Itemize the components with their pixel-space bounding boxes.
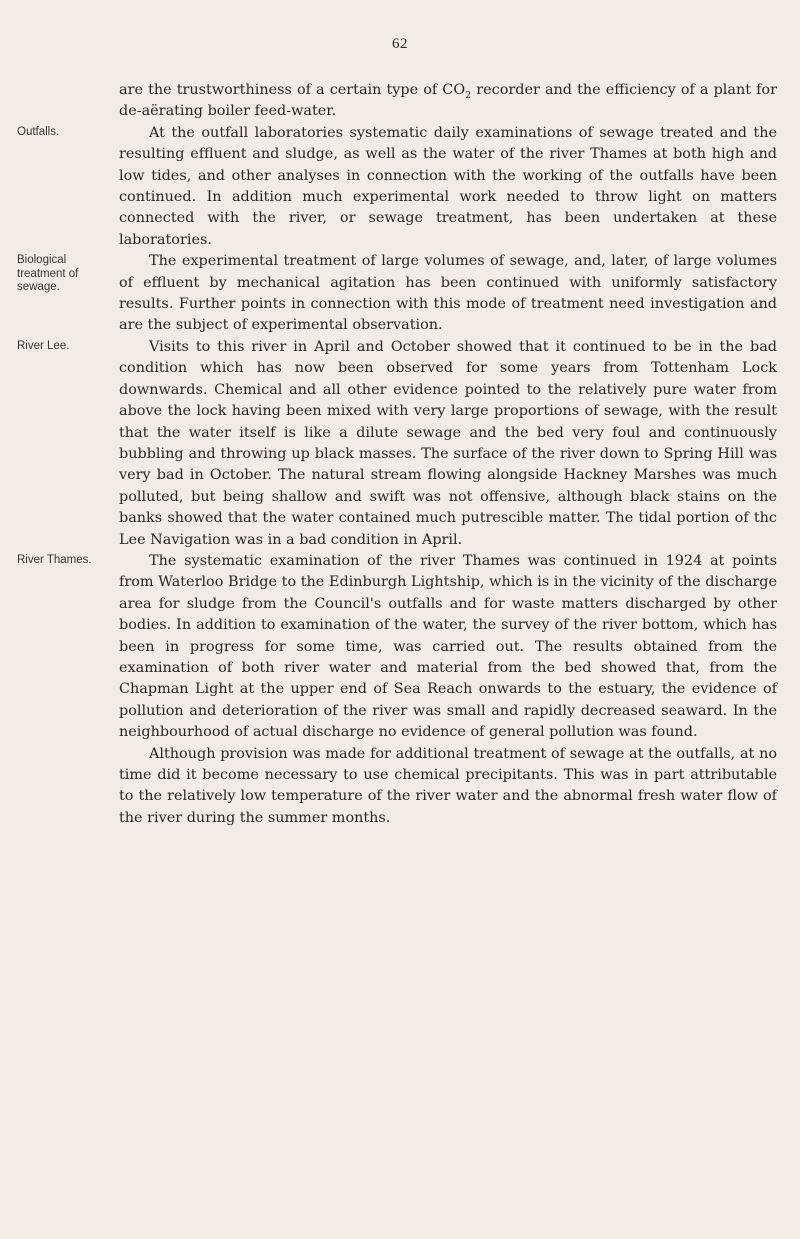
paragraph-continued: [119, 80, 777, 123]
paragraph-biological-treatment: [17, 251, 777, 337]
paragraph-river-thames: [17, 551, 777, 744]
margin-label-outfalls: Outfalls.: [17, 125, 60, 138]
paragraph-text: recorder and the efficiency of a plant for de-aërating boiler feed-water.: [119, 82, 777, 120]
paragraph-text-start: are the trustworthiness of a certain type of CO: [119, 82, 466, 98]
paragraph-text: At the outfall laboratories systematic daily examinations of sewage treated and the resulting effluent and sludge, as well as the water of the river Thames at both high and low tides, and other analyses in connection with the working of the outfalls have been continued. In addition much experimental work needed to throw light on matters connected with the river, or sewage treatment, has been undertaken at these laboratories.: [119, 124, 777, 248]
margin-label-river-lee: River Lee.: [17, 339, 70, 352]
paragraph-text: Visits to this river in April and October showed that it continued to be in the bad condition which has now been observed for some years from Tottenham Lock downwards. Chemical and all other evidence pointed to the relatively pure water from above the lock having been mixed with very large proportions of sewage, with the result that the water itself is like a dilute sewage and the bed very foul and continuously bubbling and throwing up black masses. The surface of the river down to Spring Hill was very bad in October. The natural stream flowing alongside Hackney Marshes was much polluted, but being shallow and swift was not offensive, although black stains on the banks showed that the water contained much putrescible matter. The tidal portion of thc Lee Navigation was in a bad condition in April.: [119, 338, 777, 548]
subscript-text: 2: [465, 89, 472, 101]
paragraph-text: The experimental treatment of large volumes of sewage, and, later, of large volumes of effluent by mechanical agitation has been continued with uniformly satisfactory results. Further points in connection with this mode of treatment need investigation and are the subject of experimental observation.: [119, 253, 777, 334]
paragraph-text: Although provision was made for additional treatment of sewage at the outfalls, at no time did it become necessary to use chemical precipitants. This was in part attributable to the relatively low temperature of the river water and the abnormal fresh water flow of the river during the summer months.: [119, 745, 777, 826]
paragraph-outfalls: [17, 123, 777, 251]
margin-label-biological-treatment: Biological treatment of sewage.: [17, 254, 79, 294]
page-number: 62: [392, 36, 408, 52]
body-text: [17, 80, 777, 829]
margin-label-river-thames: River Thames.: [17, 553, 92, 566]
paragraph-additional-treatment: [119, 744, 777, 830]
paragraph-text: The systematic examination of the river Thames was continued in 1924 at points from Waterloo Bridge to the Edinburgh Lightship, which is in the vicinity of the discharge area for sludge from the Council's outfalls and for waste matters discharged by other bodies. In addition to examination of the water, the survey of the river bottom, which has been in progress for some time, was carried out. The results obtained from the examination of both river water and material from the bed showed that, from the Chapman Light at the upper end of Sea Reach onwards to the estuary, the evidence of pollution and deterioration of the river was small and rapidly decreased seaward. In the neighbourhood of actual discharge no evidence of general pollution was found.: [119, 552, 777, 741]
paragraph-river-lee: [17, 337, 777, 551]
